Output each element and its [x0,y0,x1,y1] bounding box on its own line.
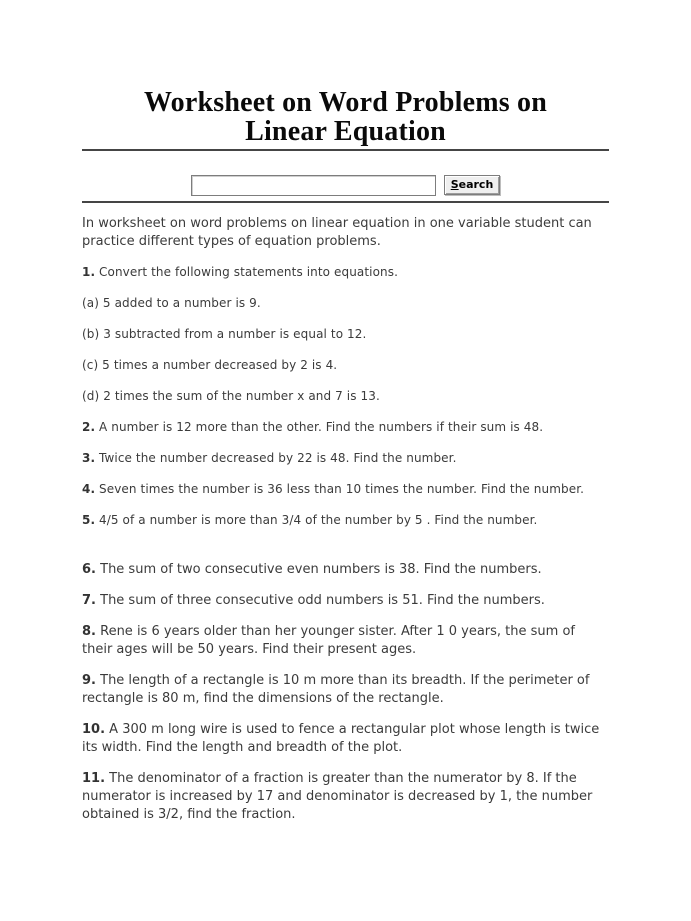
problem-number: 1. [82,265,96,279]
title-line-2: Linear Equation [245,116,446,147]
problem-text: The denominator of a fraction is greater than the numerator by 8. If the numerator is increased by 17 and denominator is decreased by 1, the number obtained is 3/2, find the fraction. [82,771,593,822]
problem-item-7 [82,592,609,610]
problem-text: The length of a rectangle is 10 m more than its breadth. If the perimeter of rectangle is 80 m, find the dimensions of the rectangle. [82,673,590,706]
problem-text: The sum of two consecutive even numbers is 38. Find the numbers. [100,562,542,577]
problem-text: The sum of three consecutive odd numbers is 51. Find the numbers. [100,593,545,608]
problem-number: 9. [82,673,96,688]
search-button[interactable] [444,175,501,195]
problem-text: A number is 12 more than the other. Find the numbers if their sum is 48. [99,420,544,434]
problem-item-2 [82,419,609,435]
problem-number: 6. [82,562,96,577]
problem-text: (c) 5 times a number decreased by 2 is 4. [82,358,338,372]
header-divider [82,201,609,203]
problem-number: 8. [82,624,96,639]
problem-item-3 [82,450,609,466]
problem-text: (b) 3 subtracted from a number is equal to 12. [82,327,367,341]
problem-item-1a [82,295,609,311]
problem-number: 2. [82,420,96,434]
problem-item-1 [82,264,609,280]
title-divider [82,149,609,151]
problem-item-5 [82,512,609,528]
search-button-label: Search [450,178,494,191]
problem-item-4 [82,481,609,497]
page-content [82,88,609,837]
problem-number: 3. [82,451,96,465]
problem-text: 4/5 of a number is more than 3/4 of the number by 5 . Find the number. [99,513,538,527]
problem-text: Rene is 6 years older than her younger sister. After 1 0 years, the sum of their ages will be 50 years. Find their present ages. [82,624,575,657]
problem-item-10 [82,721,609,757]
problem-text: Convert the following statements into equations. [99,265,399,279]
title-line-1: Worksheet on Word Problems on [143,87,548,118]
problem-item-6 [82,561,609,579]
problem-item-1c [82,357,609,373]
problem-number: 7. [82,593,96,608]
page-title [82,88,609,146]
problem-text: Twice the number decreased by 22 is 48. Find the number. [99,451,457,465]
problem-item-8 [82,623,609,659]
problem-item-11 [82,770,609,824]
problem-number: 11. [82,771,106,786]
intro-paragraph: In worksheet on word problems on linear equation in one variable student can practice different types of equation problems. [82,216,592,249]
problem-number: 5. [82,513,96,527]
search-input[interactable] [191,175,436,196]
search-form [82,174,609,196]
problem-text: (a) 5 added to a number is 9. [82,296,261,310]
problem-text: (d) 2 times the sum of the number x and 7 is 13. [82,389,380,403]
problem-text: Seven times the number is 36 less than 10 times the number. Find the number. [99,482,585,496]
problem-item-1b [82,326,609,342]
problem-item-1d [82,388,609,404]
problem-number: 4. [82,482,96,496]
problem-number: 10. [82,722,106,737]
problem-item-9 [82,672,609,708]
problem-text: A 300 m long wire is used to fence a rectangular plot whose length is twice its width. Find the length and breadth of the plot. [82,722,600,755]
